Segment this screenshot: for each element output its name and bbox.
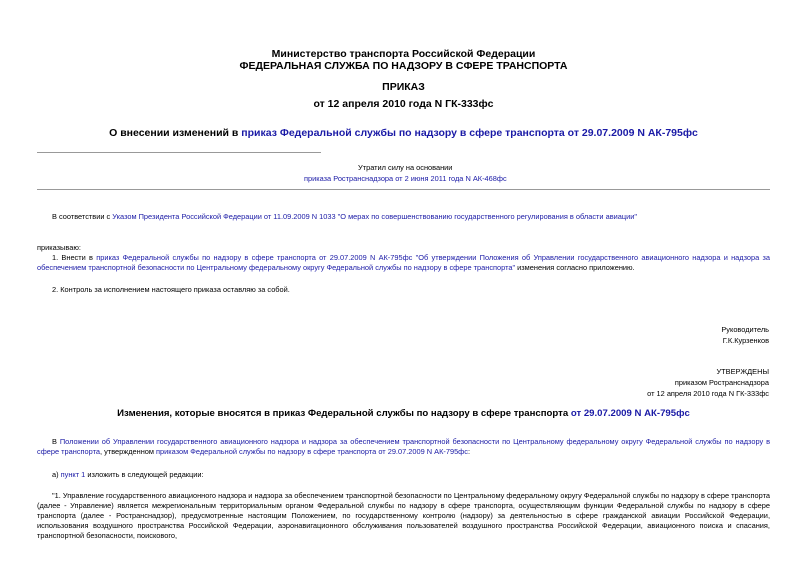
annex-subitem-suffix: изложить в следующей редакции: bbox=[85, 470, 204, 479]
annex-subitem-link[interactable]: пункт 1 bbox=[60, 470, 86, 479]
doc-title-link[interactable]: приказ Федеральной службы по надзору в сфере транспорта от 29.07.2009 N АК-795фс bbox=[241, 127, 698, 139]
order-word: приказываю: bbox=[37, 243, 81, 252]
annex-title-link[interactable]: от 29.07.2009 N АК-795фс bbox=[570, 408, 690, 419]
annex-intro-link-1[interactable]: Положении об Управлении государственного авиационного надзора и надзора за обеспечением транспортной безопасности по Центральному федеральному округу Федеральной службы по надзору в сфере транспорта bbox=[37, 437, 770, 456]
item-1-suffix: изменения согласно приложению. bbox=[515, 263, 635, 272]
item-2: 2. Контроль за исполнением настоящего приказа оставляю за собой. bbox=[52, 285, 290, 294]
annex-title-prefix: Изменения, которые вносятся в приказ Федеральной службы по надзору в сфере транспорта bbox=[117, 408, 571, 419]
doc-type: ПРИКАЗ bbox=[382, 81, 425, 93]
short-divider bbox=[37, 152, 321, 153]
item-1-prefix: 1. Внести в bbox=[52, 253, 97, 262]
signature-role: Руководитель bbox=[721, 325, 769, 334]
service-title: ФЕДЕРАЛЬНАЯ СЛУЖБА ПО НАДЗОРУ В СФЕРЕ ТРАНСПОРТА bbox=[239, 60, 568, 72]
preamble-link[interactable]: Указом Президента Российской Федерации от 11.09.2009 N 1033 "О мерах по совершенствованию государственного регулирования в области авиации" bbox=[112, 212, 637, 221]
annex-subitem-prefix: а) bbox=[52, 470, 61, 479]
doc-title bbox=[0, 127, 807, 139]
long-divider bbox=[37, 189, 770, 190]
doc-date: от 12 апреля 2010 года N ГК-333фс bbox=[313, 98, 494, 110]
approval-line2: приказом Ространснадзора bbox=[674, 378, 769, 387]
ministry-title: Министерство транспорта Российской Федерации bbox=[271, 48, 536, 60]
approval-line1: УТВЕРЖДЕНЫ bbox=[716, 367, 769, 376]
item-1 bbox=[37, 253, 770, 273]
status-note-link[interactable]: приказа Ространснадзора от 2 июня 2011 года N АК-468фс bbox=[304, 174, 507, 183]
annex-intro-link-2[interactable]: приказом Федеральной службы по надзору в сфере транспорта от 29.07.2009 N АК-795фс bbox=[156, 447, 468, 456]
status-note-text: Утратил силу на основании bbox=[358, 163, 453, 172]
annex-title bbox=[0, 408, 807, 420]
annex-subitem bbox=[52, 470, 204, 480]
doc-title-prefix: О внесении изменений в bbox=[109, 127, 242, 139]
approval-line3: от 12 апреля 2010 года N ГК-333фс bbox=[647, 389, 769, 398]
preamble-prefix: В соответствии с bbox=[52, 212, 113, 221]
annex-intro bbox=[37, 437, 770, 457]
annex-intro-prefix: В bbox=[52, 437, 60, 446]
item-1-link[interactable]: приказ Федеральной службы по надзору в сфере транспорта от 29.07.2009 N АК-795фс "Об утверждении Положения об Управлении государственного авиационного надзора и надзора за обеспечением транспортной безопасности по Центральному федеральному округу Федеральной службы по надзору в сфере транспорта" bbox=[37, 253, 770, 272]
annex-intro-suffix: : bbox=[467, 447, 471, 456]
preamble bbox=[52, 212, 772, 222]
annex-quote: "1. Управление государственного авиационного надзора и надзора за обеспечением транспортной безопасности по Центральному федеральному округу Федеральной службы по надзору в сфере транспорта (далее - Управление) является межрегиональным территориальным органом Федеральной службы по надзору в сфере транспорта, осуществляющим функции Федеральной службы по надзору в сфере транспорта (далее - Ространснадзор), предусмотренные настоящим Положением, по государственному контролю (надзору) за деятельностью в сфере гражданской авиации Российской Федерации, использования воздушного пространства Российской Федерации, аэронавигационного обслуживания пользователей воздушного пространства Российской Федерации, авиационного поиска и спасания, транспортной безопасности, поискового, bbox=[37, 491, 770, 540]
signature-name: Г.К.Курзенков bbox=[722, 336, 769, 345]
annex-intro-mid: , утвержденном bbox=[100, 447, 157, 456]
